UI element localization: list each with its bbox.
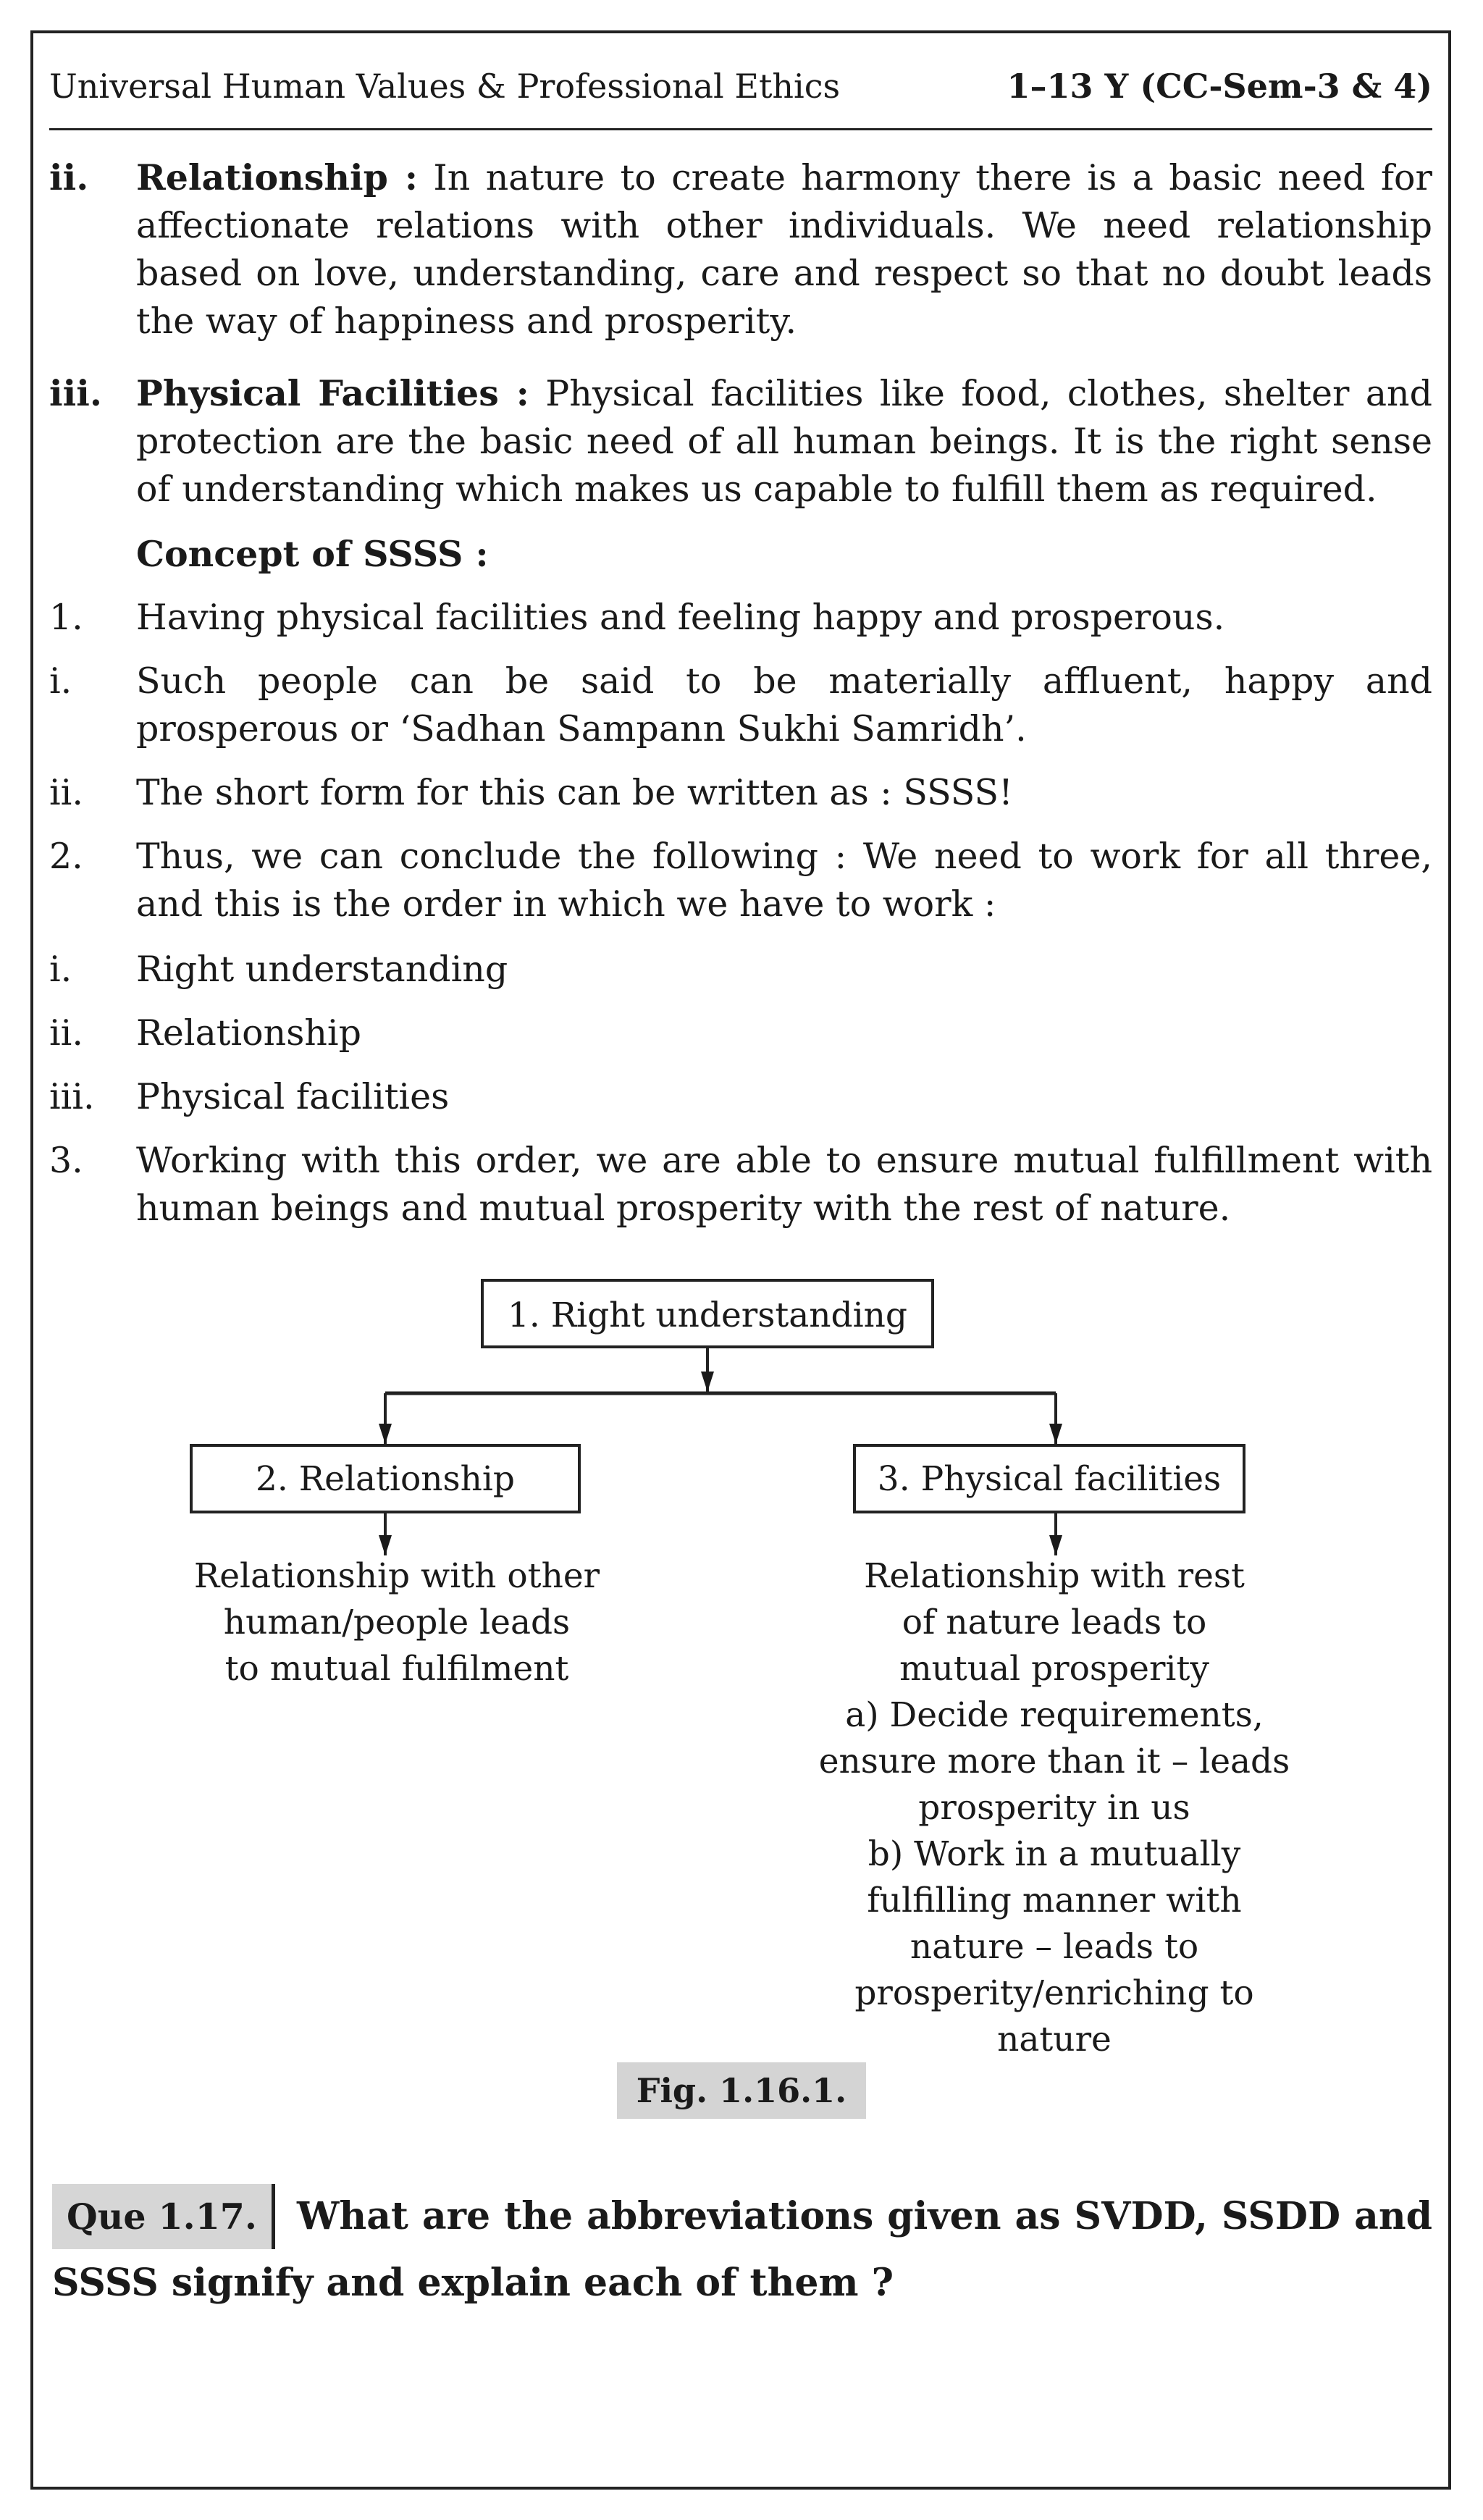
desc-line: ensure more than it – leads: [818, 1742, 1290, 1781]
question-label: Que 1.17.: [52, 2184, 275, 2249]
item-label: Relationship :: [136, 156, 418, 198]
physical-facilities-label: 3. Physical facilities: [877, 1459, 1222, 1499]
relationship-description: [194, 1556, 600, 1689]
item-number: iii.: [49, 1076, 95, 1117]
item-number: 2.: [49, 836, 83, 877]
arrow-head: [701, 1372, 714, 1392]
question-text-line2: SSSS signify and explain each of them ?: [52, 2261, 894, 2305]
desc-line: prosperity in us: [918, 1788, 1190, 1828]
item-number: i.: [49, 949, 72, 990]
item-text: Physical facilities: [136, 1076, 450, 1117]
desc-line: to mutual fulfilment: [224, 1649, 569, 1689]
arrow-head: [1049, 1535, 1062, 1555]
item-text: Such people can be said to be materially affluent, happy and prosperous or ‘Sadhan Sampann Sukhi Samridh’.: [136, 660, 1432, 749]
desc-line: nature: [997, 2020, 1112, 2059]
right-understanding-label: 1. Right understanding: [507, 1295, 908, 1335]
item-text: Working with this order, we are able to ensure mutual fulfillment with human beings and mutual prosperity with the rest of nature.: [136, 1140, 1432, 1229]
item-number: 1.: [49, 597, 83, 638]
arrow-head: [379, 1535, 392, 1555]
figure-caption: Fig. 1.16.1.: [617, 2062, 866, 2119]
desc-line: prosperity/enriching to: [854, 1973, 1254, 2013]
item-number: ii.: [49, 1012, 83, 1054]
desc-line: Relationship with other: [193, 1556, 600, 1596]
item-text: Relationship: [136, 1012, 361, 1054]
desc-line: fulfilling manner with: [867, 1881, 1242, 1920]
physical-facilities-description: [819, 1556, 1290, 2059]
desc-line: Relationship with rest: [864, 1556, 1245, 1596]
book-title: Universal Human Values & Professional Ethics: [49, 67, 841, 106]
item-number: iii.: [49, 372, 102, 414]
desc-line: mutual prosperity: [899, 1649, 1209, 1689]
item-number: ii.: [49, 156, 89, 198]
item-text: The short form for this can be written as : SSSS!: [136, 772, 1013, 813]
item-number: i.: [49, 660, 72, 702]
item-text: Having physical facilities and feeling happy and prosperous.: [136, 597, 1225, 638]
page-reference: 1–13 Y (CC-Sem-3 & 4): [1007, 67, 1432, 106]
desc-line: human/people leads: [223, 1603, 571, 1642]
item-label: Physical Facilities :: [136, 372, 529, 414]
concept-heading: Concept of SSSS :: [136, 533, 489, 575]
item-body: In nature to create harmony there is a basic need for affectionate relations with other individuals. We need relationship based on love, understanding, care and respect so that no doubt leads the way of happiness and prosperity.: [136, 157, 1432, 342]
arrow-head: [379, 1424, 392, 1444]
item-body: Physical facilities like food, clothes, shelter and protection are the basic need of all human beings. It is the right sense of understanding which makes us capable to fulfill them as required.: [136, 373, 1432, 510]
item-number: 3.: [49, 1140, 83, 1181]
relationship-label: 2. Relationship: [255, 1459, 516, 1499]
desc-line: nature – leads to: [909, 1927, 1199, 1967]
question-text-line1: What are the abbreviations given as SVDD, SSDD and: [297, 2194, 1432, 2238]
desc-line: b) Work in a mutually: [867, 1834, 1241, 1874]
item-text: Right understanding: [136, 949, 508, 990]
arrow-head: [1049, 1424, 1062, 1444]
desc-line: a) Decide requirements,: [845, 1695, 1264, 1735]
item-text: Thus, we can conclude the following : We need to work for all three, and this is the order in which we have to work :: [136, 836, 1432, 925]
desc-line: of nature leads to: [902, 1603, 1207, 1642]
item-number: ii.: [49, 772, 83, 813]
